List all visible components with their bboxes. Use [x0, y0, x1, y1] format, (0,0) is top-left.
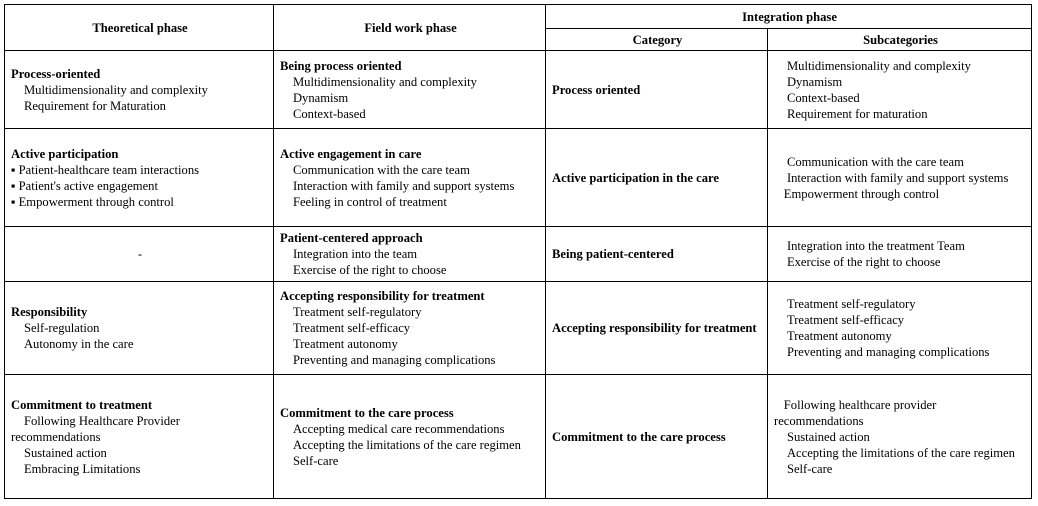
category-cell: Commitment to the care process — [546, 375, 768, 499]
subcategory-item: Dynamism — [774, 74, 830, 89]
fieldwork-title: Patient-centered approach — [280, 231, 423, 245]
subcategory-item: Exercise of the right to choose — [774, 255, 928, 269]
fieldwork-cell — [274, 282, 546, 375]
fieldwork-cell — [274, 227, 546, 282]
category-cell: Process oriented — [546, 51, 768, 129]
subcategory-item: Communication with the care team — [774, 154, 951, 169]
subcategories-cell — [768, 375, 1032, 499]
header-theoretical: Theoretical phase — [5, 5, 274, 51]
fieldwork-item: Accepting the limitations of the care regimen — [280, 437, 509, 452]
fieldwork-item: Accepting medical care recommendations — [280, 421, 492, 436]
subcategories-cell — [768, 51, 1032, 129]
subcategory-item: Treatment self-efficacy — [774, 313, 892, 327]
subcategory-item: Self-care — [774, 453, 820, 468]
subcategory-item: Treatment self-regulatory — [774, 297, 903, 311]
fieldwork-cell — [274, 51, 546, 129]
fieldwork-title: Being process oriented — [280, 58, 402, 73]
header-fieldwork: Field work phase — [274, 5, 546, 51]
phases-table — [4, 4, 1032, 499]
subcategory-item: Sustained action — [774, 421, 857, 436]
category-cell: Accepting responsibility for treatment — [546, 282, 768, 375]
header-integration: Integration phase — [546, 5, 1032, 29]
fieldwork-item: Multidimensionality and complexity — [280, 74, 464, 89]
fieldwork-item: Self-care — [280, 453, 326, 468]
fieldwork-cell — [274, 375, 546, 499]
category-cell: Being patient-centered — [546, 227, 768, 282]
fieldwork-item: Interaction with family and support systems — [280, 178, 502, 193]
fieldwork-item: Dynamism — [280, 90, 336, 105]
subcategory-item: Empowerment through control — [774, 186, 930, 201]
theoretical-title: Process-oriented — [11, 66, 101, 81]
subcategory-item: Preventing and managing complications — [774, 345, 977, 359]
subcategories-cell — [768, 129, 1032, 227]
category-cell: Active participation in the care — [546, 129, 768, 227]
fieldwork-title: Commitment to the care process — [280, 405, 454, 420]
subcategory-item: Multidimensionality and complexity — [774, 58, 958, 73]
fieldwork-title: Active engagement in care — [280, 146, 422, 161]
subcategory-item: Accepting the limitations of the care regimen — [774, 437, 1003, 452]
theoretical-item: ▪ Patient's active engagement — [11, 178, 158, 193]
fieldwork-item: Exercise of the right to choose — [280, 263, 434, 277]
theoretical-title: Commitment to treatment — [11, 397, 153, 412]
header-subcategories: Subcategories — [768, 29, 1032, 51]
table-row — [5, 282, 1032, 375]
subcategory-item: Interaction with family and support systems — [774, 170, 996, 185]
theoretical-item: Following Healthcare Provider recommendations — [11, 421, 260, 436]
table-row — [5, 51, 1032, 129]
subcategory-item: Context-based — [774, 90, 847, 105]
fieldwork-item: Communication with the care team — [280, 162, 457, 177]
subcategories-cell — [768, 282, 1032, 375]
fieldwork-item: Feeling in control of treatment — [280, 194, 434, 209]
header-category: Category — [546, 29, 768, 51]
theoretical-cell — [5, 282, 274, 375]
theoretical-item: ▪ Empowerment through control — [11, 194, 174, 209]
theoretical-item: Multidimensionality and complexity — [11, 82, 195, 97]
theoretical-title: Active participation — [11, 146, 119, 161]
table-row — [5, 375, 1032, 499]
fieldwork-item: Preventing and managing complications — [280, 353, 483, 367]
theoretical-item: Requirement for Maturation — [11, 98, 153, 113]
fieldwork-item: Treatment autonomy — [280, 337, 385, 351]
theoretical-title: Responsibility — [11, 305, 88, 319]
theoretical-item: Embracing Limitations — [11, 453, 128, 468]
subcategory-item: Treatment autonomy — [774, 329, 879, 343]
subcategory-item: Following healthcare provider recommendations — [774, 405, 1020, 420]
theoretical-cell — [5, 51, 274, 129]
table-row — [5, 227, 1032, 282]
subcategory-item: Integration into the treatment Team — [774, 239, 952, 253]
theoretical-cell — [5, 375, 274, 499]
table-row — [5, 129, 1032, 227]
fieldwork-cell — [274, 129, 546, 227]
fieldwork-item: Treatment self-regulatory — [280, 305, 409, 319]
subcategory-item: Requirement for maturation — [774, 106, 915, 121]
fieldwork-item: Integration into the team — [280, 247, 405, 261]
theoretical-item: Sustained action — [11, 437, 94, 452]
theoretical-item: Autonomy in the care — [11, 337, 121, 351]
fieldwork-item: Context-based — [280, 106, 353, 121]
subcategories-cell — [768, 227, 1032, 282]
fieldwork-item: Treatment self-efficacy — [280, 321, 398, 335]
theoretical-item: Self-regulation — [11, 321, 87, 335]
theoretical-item: - — [137, 247, 143, 261]
theoretical-cell — [5, 129, 274, 227]
theoretical-cell — [5, 227, 274, 282]
theoretical-item: ▪ Patient-healthcare team interactions — [11, 162, 200, 177]
fieldwork-title: Accepting responsibility for treatment — [280, 289, 485, 303]
